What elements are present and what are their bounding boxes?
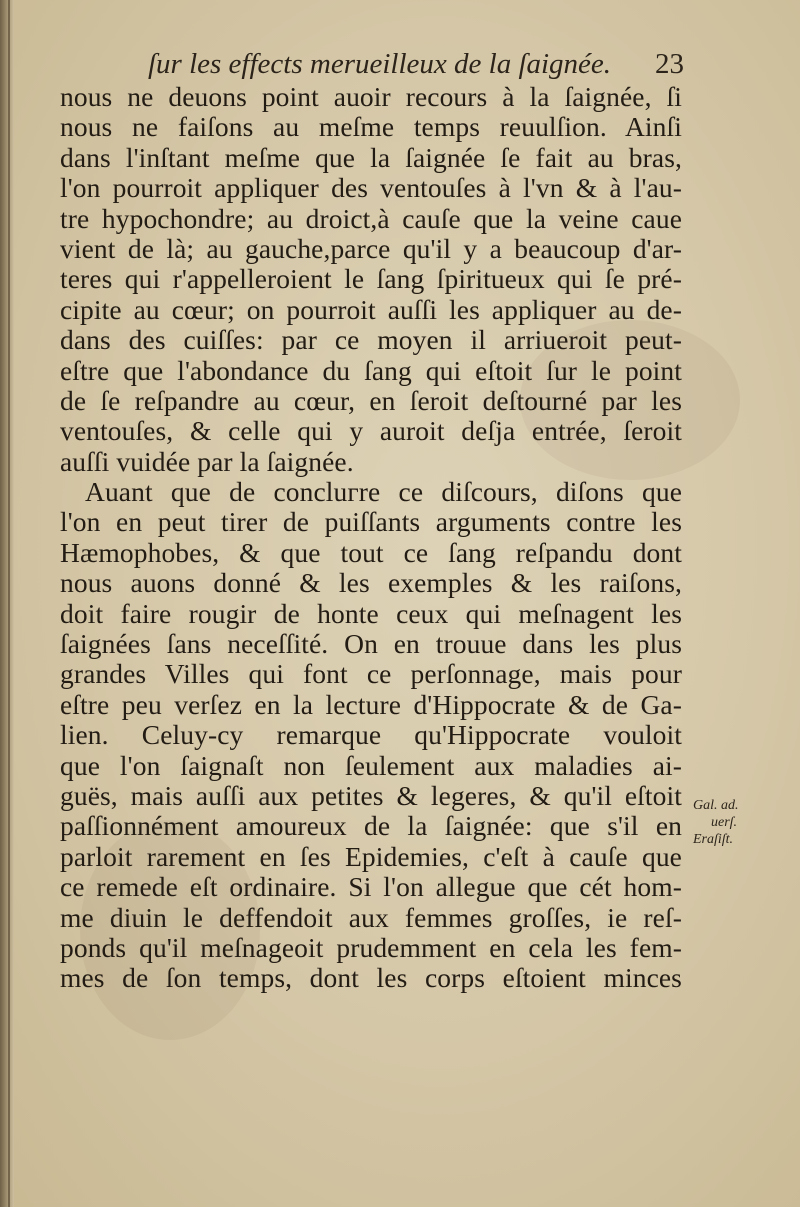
body-text — [60, 82, 682, 994]
text-line: ventouſes, & celle qui y auroit deſja entrée, ſeroit — [60, 415, 682, 447]
text-line: dans l'inſtant meſme que la ſaignée ſe fait au bras, — [60, 141, 682, 173]
text-line: auſſi vuidée par la ſaignée. — [60, 445, 354, 477]
text-line: eſtre que l'abondance du ſang qui eſtoit ſur le point — [60, 354, 682, 386]
text-line: Auant que de concluгre ce diſcours, diſons que — [85, 476, 682, 508]
page-number: 23 — [655, 48, 684, 80]
text-line: nous auons donné & les exemples & les raiſons, — [60, 567, 682, 599]
text-line: nous ne deuons point auoir recours à la ſaignée, ſi — [60, 81, 682, 112]
text-line: nous ne faiſons au meſme temps reuulſion. Ainſi — [60, 111, 682, 143]
margin-note — [693, 797, 783, 848]
text-line: tre hypochondre; au droict,à cauſe que la veine caue — [60, 202, 682, 234]
text-line: Hæmophobes, & que tout ce ſang reſpandu dont — [60, 536, 682, 568]
gutter-edge — [8, 0, 10, 1207]
text-line: paſſionnément amoureux de la ſaignée: que s'il en — [60, 810, 682, 842]
binding-gutter — [0, 0, 14, 1207]
margin-note-line: Gal. ad. — [693, 798, 739, 813]
margin-note-line: uerſ. — [711, 815, 738, 830]
text-line: ſaignées ſans neceſſité. On en trouue dans les plus — [60, 628, 682, 660]
running-title: ſur les effects merueilleux de la ſaignée. — [148, 48, 612, 80]
text-line: teres qui r'appelleroient le ſang ſpiritueux qui ſe pré- — [60, 263, 682, 295]
text-line: grandes Villes qui font ce perſonnage, mais pour — [60, 658, 682, 690]
text-line: ponds qu'il meſnageoit prudemment en cela les fem- — [60, 931, 682, 963]
text-line: doit faire rougir de honte ceux qui meſnagent les — [60, 597, 682, 629]
text-line: que l'on ſaignaſt non ſeulement aux maladies ai- — [60, 749, 682, 781]
text-line: vient de là; au gauche,parce qu'il y a beaucoup d'ar- — [60, 232, 682, 264]
text-line: guës, mais auſſi aux petites & legeres, & qu'il eſtoit — [60, 779, 682, 811]
text-line: l'on en peut tirer de puiſſants arguments contre les — [60, 506, 682, 538]
text-line: me diuin le deffendoit aux femmes groſſes, ie reſ- — [60, 901, 682, 933]
text-line: mes de ſon temps, dont les corps eſtoient minces — [60, 962, 682, 994]
text-line: l'on pourroit appliquer des ventouſes à l'vn & à l'au- — [60, 172, 682, 204]
text-line: dans des cuiſſes: par ce moyen il arriueroit peut- — [60, 324, 682, 356]
margin-note-line: Eraſiſt. — [693, 832, 734, 847]
text-line: de ſe reſpandre au cœur, en ſeroit deſtourné par les — [60, 384, 682, 416]
text-line: parloit rarement en ſes Epidemies, c'eſt à cauſe que — [60, 840, 682, 872]
text-line: ce remede eſt ordinaire. Si l'on allegue que cét hom- — [60, 871, 682, 903]
text-line: eſtre peu verſez en la lecture d'Hippocrate & de Ga- — [60, 688, 682, 720]
text-line: cipite au cœur; on pourroit auſſi les appliquer au de- — [60, 293, 682, 325]
text-line: lien. Celuy-cy remarque qu'Hippocrate vouloit — [60, 719, 682, 751]
